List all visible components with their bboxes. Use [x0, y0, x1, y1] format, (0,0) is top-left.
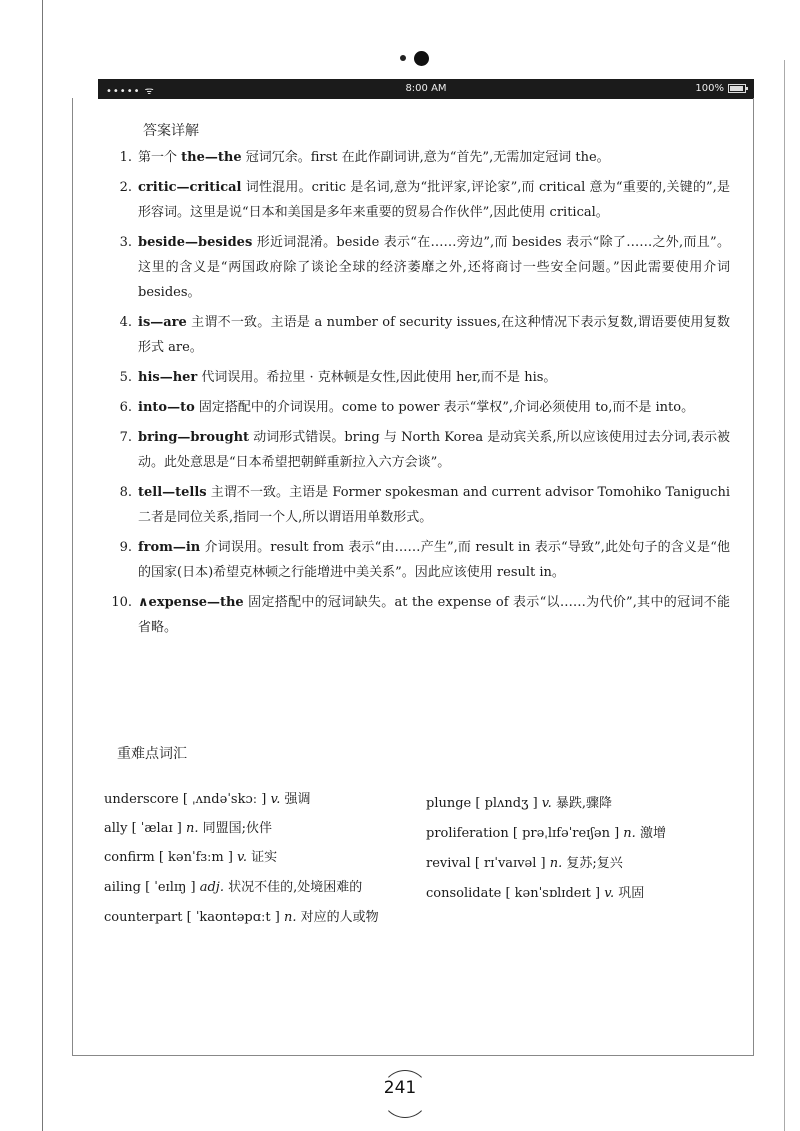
- vocab-word: proliferation: [426, 826, 509, 841]
- page-number: 241: [383, 1078, 417, 1098]
- answer-text: [138, 425, 730, 475]
- scan-edge-left: [42, 0, 43, 1131]
- answer-item: [110, 535, 730, 585]
- answer-item: [110, 365, 730, 390]
- vocab-ipa: [ prəˌlɪfəˈreɪʃən ]: [512, 826, 620, 841]
- vocab-ipa: [ ˈælaɪ ]: [131, 821, 182, 836]
- answer-correction: the—the: [181, 150, 242, 165]
- answer-text: [138, 480, 730, 530]
- vocab-word: revival: [426, 856, 471, 871]
- vocab-word: ally: [104, 821, 128, 836]
- answer-number: 5.: [119, 370, 132, 385]
- vocab-ipa: [ kənˈsɒlɪdeɪt ]: [505, 886, 601, 901]
- vocab-pos: v.: [237, 850, 247, 865]
- vocab-pos: n.: [185, 821, 199, 836]
- device-status-bar: [98, 79, 754, 99]
- vocab-meaning: 对应的人或物: [300, 910, 379, 925]
- answer-text: [138, 310, 730, 360]
- answer-text: [138, 230, 730, 305]
- answer-explanation: 固定搭配中的介词误用。come to power 表示“掌权”,介词必须使用 to,而不是 into。: [194, 400, 695, 415]
- vocab-meaning: 激增: [639, 826, 666, 841]
- answer-number: 6.: [119, 400, 132, 415]
- answer-prefix: 第一个: [138, 150, 182, 165]
- vocab-pos: n.: [623, 826, 636, 841]
- vocab-entry: [426, 792, 612, 811]
- answer-explanation: 主谓不一致。主语是 a number of security issues,在这种情况下表示复数,谓语要使用复数形式 are。: [138, 315, 730, 355]
- vocab-entry: [104, 817, 272, 836]
- answer-number: 9.: [119, 540, 132, 555]
- page-dot-inactive: [400, 55, 406, 61]
- vocab-word: underscore: [104, 792, 179, 807]
- answer-correction: tell—tells: [138, 485, 207, 500]
- vocab-meaning: 复苏;复兴: [566, 856, 623, 871]
- answer-item: [110, 230, 730, 305]
- answer-text: [138, 365, 730, 390]
- vocab-word: confirm: [104, 850, 155, 865]
- battery-status: [695, 83, 746, 94]
- vocab-entry: [426, 882, 644, 901]
- answer-number: 7.: [119, 430, 132, 445]
- vocab-word: ailing: [104, 880, 141, 895]
- vocab-ipa: [ plʌndʒ ]: [475, 796, 538, 811]
- answer-number: 1.: [119, 150, 132, 165]
- signal-icon: ••••• ᯤ: [106, 86, 155, 97]
- answer-list: [110, 145, 730, 645]
- answer-text: [138, 395, 730, 420]
- vocab-pos: v.: [604, 886, 615, 901]
- answer-number: 10.: [111, 595, 132, 610]
- vocab-entry: [104, 846, 277, 865]
- vocab-ipa: [ ˈeɪlɪŋ ]: [145, 880, 196, 895]
- status-time: 8:00 AM: [405, 83, 447, 94]
- vocab-word: consolidate: [426, 886, 502, 901]
- answer-item: [110, 395, 730, 420]
- answer-item: [110, 310, 730, 360]
- answer-explanation: 介词误用。result from 表示“由……产生”,而 result in 表示“导致”,此处句子的含义是“他的国家(日本)希望克林顿之行能增进中美关系”。因此应该使用 result in。: [138, 540, 730, 580]
- answer-explanation: 固定搭配中的冠词缺失。at the expense of 表示“以……为代价”,其中的冠词不能省略。: [138, 595, 730, 635]
- vocab-meaning: 巩固: [618, 886, 645, 901]
- answer-item: [110, 145, 730, 170]
- answer-explanation: 代词误用。希拉里 · 克林顿是女性,因此使用 her,而不是 his。: [197, 370, 557, 385]
- vocab-entry: [426, 822, 666, 841]
- vocab-meaning: 证实: [251, 850, 278, 865]
- answer-explanation: 词性混用。critic 是名词,意为“批评家,评论家”,而 critical 意为“重要的,关键的”,是形容词。这里是说“日本和美国是多年来重要的贸易合作伙伴”,因此使用 critical。: [138, 180, 730, 220]
- answer-number: 2.: [119, 180, 132, 195]
- answer-number: 3.: [119, 235, 132, 250]
- answer-correction: bring—brought: [138, 430, 250, 445]
- answer-correction: beside—besides: [138, 235, 253, 250]
- vocab-word: counterpart: [104, 910, 183, 925]
- vocab-pos: v.: [541, 796, 552, 811]
- answer-explanation: 形近词混淆。beside 表示“在……旁边”,而 besides 表示“除了……之外,而且”。这里的含义是“两国政府除了谈论全球的经济萎靡之外,还将商讨一些安全问题。”因此需要使用介词 besides。: [138, 235, 730, 300]
- vocab-pos: v.: [270, 792, 281, 807]
- vocab-ipa: [ ˌʌndəˈskɔː ]: [182, 792, 267, 807]
- battery-percent: 100%: [695, 83, 724, 94]
- vocab-pos: adj.: [199, 880, 224, 895]
- battery-icon: [728, 84, 746, 93]
- vocab-meaning: 状况不佳的,处境困难的: [228, 880, 363, 895]
- vocab-entry: [104, 906, 379, 925]
- answer-explanation: 主谓不一致。主语是 Former spokesman and current advisor Tomohiko Taniguchi 二者是同位关系,指同一个人,所以谓语用单数形式。: [138, 485, 730, 525]
- answer-item: [110, 480, 730, 530]
- answer-correction: from—in: [138, 540, 201, 555]
- vocab-meaning: 强调: [284, 792, 311, 807]
- answer-item: [110, 590, 730, 640]
- answer-correction: into—to: [138, 400, 195, 415]
- answer-text: [138, 145, 730, 170]
- answer-correction: his—her: [138, 370, 198, 385]
- answer-correction: critic—critical: [138, 180, 242, 195]
- answer-text: [138, 175, 730, 225]
- answer-correction: ∧expense—the: [138, 595, 244, 610]
- answer-text: [138, 535, 730, 585]
- answer-correction: is—are: [138, 315, 187, 330]
- vocab-ipa: [ rɪˈvaɪvəl ]: [474, 856, 546, 871]
- vocab-entry: [426, 852, 623, 871]
- answer-explanation: 冠词冗余。first 在此作副词讲,意为“首先”,无需加定冠词 the。: [241, 150, 610, 165]
- pagination-dots: [400, 47, 429, 69]
- vocab-entry: [104, 876, 362, 895]
- answer-number: 4.: [119, 315, 132, 330]
- vocab-title: 重难点词汇: [117, 746, 187, 762]
- answer-item: [110, 175, 730, 225]
- vocab-ipa: [ ˈkaʊntəpɑːt ]: [186, 910, 280, 925]
- answer-item: [110, 425, 730, 475]
- vocab-meaning: 暴跌,骤降: [555, 796, 613, 811]
- vocab-pos: n.: [549, 856, 563, 871]
- vocab-word: plunge: [426, 796, 472, 811]
- page-dot-active: [414, 51, 429, 66]
- answer-explanation: 动词形式错误。bring 与 North Korea 是动宾关系,所以应该使用过去分词,表示被动。此处意思是“日本希望把朝鲜重新拉入六方会谈”。: [138, 430, 730, 470]
- vocab-pos: n.: [284, 910, 297, 925]
- answers-title: 答案详解: [143, 123, 199, 139]
- answer-text: [138, 590, 730, 640]
- answer-number: 8.: [119, 485, 132, 500]
- vocab-meaning: 同盟国;伙伴: [202, 821, 273, 836]
- scan-edge-right: [784, 60, 785, 1131]
- vocab-entry: [104, 788, 311, 807]
- vocab-ipa: [ kənˈfɜːm ]: [158, 850, 233, 865]
